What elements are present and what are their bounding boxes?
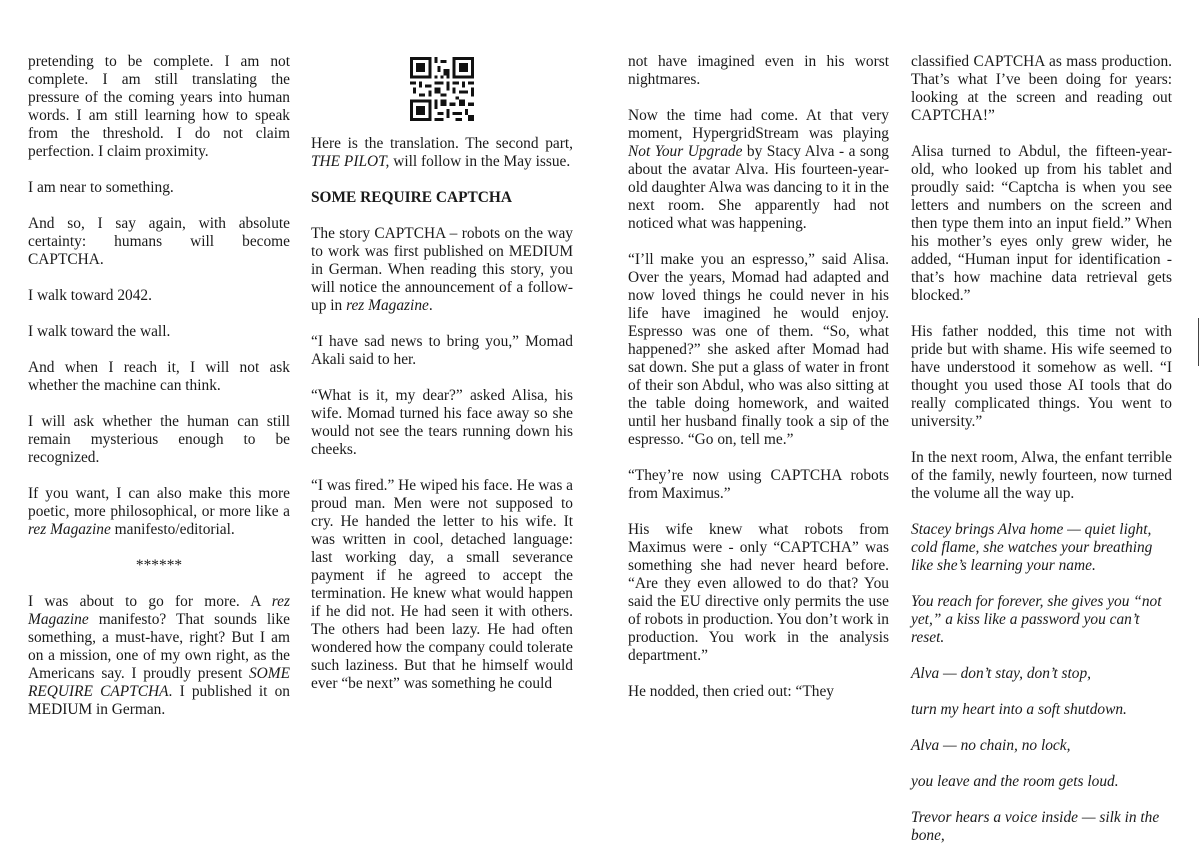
story-heading: SOME REQUIRE CAPTCHA	[311, 189, 512, 206]
column-3	[628, 53, 889, 719]
page-edge-mark	[1198, 318, 1199, 366]
text-run: If you want, I can also make this more poetic, more philosophical, or more like a	[28, 485, 290, 520]
lyric-line: turn my heart into a soft shutdown.	[911, 701, 1127, 718]
paragraph: I walk toward 2042.	[28, 287, 152, 304]
paragraph: He nodded, then cried out: “They	[628, 683, 834, 700]
paragraph	[28, 485, 290, 539]
text-run: Here is the translation. The second part,	[311, 135, 573, 152]
paragraph: I will ask whether the human can still remain mysterious enough to be recognized.	[28, 413, 290, 466]
lyric-line: Trevor hears a voice inside — silk in the bone,	[911, 809, 1160, 844]
text-run: .	[428, 297, 433, 314]
section-separator: ******	[135, 557, 183, 574]
paragraph: His wife knew what robots from Maximus were - only “CAPTCHA” was something she had never heard before. “Are they even allowed to do that? You said the EU directive only permits the use of robots in production. You don’t work in production. You work in the analysis department.”	[628, 521, 889, 664]
lyric-line: you leave and the room gets loud.	[911, 773, 1119, 790]
paragraph: His father nodded, this time not with pride but with shame. His wife seemed to have understood it somehow as well. “I thought you used those AI tools that do really complicated things. You went to university.”	[911, 323, 1172, 430]
lyric-line: Alva — don’t stay, don’t stop,	[911, 665, 1091, 682]
lyric-line: Alva — no chain, no lock,	[911, 737, 1071, 754]
text-run: I was about to go for more. A	[28, 593, 272, 610]
column-2	[311, 53, 573, 711]
paragraph: “They’re now using CAPTCHA robots from Maximus.”	[628, 467, 889, 502]
text-run: will follow in the May issue.	[389, 153, 571, 170]
paragraph	[628, 107, 889, 233]
column-4	[911, 53, 1172, 863]
paragraph: I walk toward the wall.	[28, 323, 171, 340]
lyric-line: Stacey brings Alva home — quiet light, cold flame, she watches your breathing like she’s learning your name.	[911, 521, 1153, 574]
text-run: Now the time had come. At that very moment, HypergridStream was playing	[628, 107, 889, 142]
paragraph: “I was fired.” He wiped his face. He was a proud man. Men were not supposed to cry. He handed the letter to his wife. It was written in cool, detached language: last working day, a small severance payment if he agreed to accept the termination. He knew what would happen if he did not. He had seen it with others. The others had been lazy. He had often wondered how the company could tolerate such laziness. But that he himself would ever “be next” was something he could	[311, 477, 573, 692]
story-title: SOME REQUIRE CAPTCHA	[28, 665, 290, 700]
column-1	[28, 53, 290, 737]
paragraph	[311, 225, 573, 315]
magazine-title: rez Magazine	[346, 297, 429, 314]
song-lyrics	[911, 521, 1172, 845]
qr-code-icon[interactable]	[410, 57, 474, 121]
paragraph	[28, 593, 290, 719]
paragraph: not have imagined even in his worst nightmares.	[628, 53, 889, 88]
text-run: . I published it on MEDIUM in German.	[28, 683, 291, 718]
lyric-line: You reach for forever, she gives you “not yet,” a kiss like a password you can’t reset.	[911, 593, 1162, 646]
paragraph: I am near to something.	[28, 179, 174, 196]
text-run: by Stacy Alva - a song about the avatar Alva. His fourteen-year-old daughter Alwa was dancing to it in the next room. She apparently had not noticed what was happening.	[628, 143, 889, 232]
paragraph: “What is it, my dear?” asked Alisa, his wife. Momad turned his face away so she would not see the tears running down his cheeks.	[311, 387, 573, 458]
paragraph: Alisa turned to Abdul, the fifteen-year-old, who looked up from his tablet and proudly said: “Captcha is when you see letters and numbers on the screen and then type them into an input field.” When his mother’s eyes only grew wider, he added, “Human input for identification - that’s how machine data retrieval gets blocked.”	[911, 143, 1172, 304]
text-run: manifesto? That sounds like something, a must-have, right? But I am on a mission, one of my own right, as the Americans say. I proudly present	[28, 611, 290, 682]
paragraph: And so, I say again, with absolute certainty: humans will become CAPTCHA.	[28, 215, 290, 268]
magazine-title: rez Magazine	[28, 521, 111, 538]
paragraph: pretending to be complete. I am not complete. I am still translating the pressure of the coming years into human words. I am still learning how to speak from the threshold. I do not claim perfection. I claim proximity.	[28, 53, 290, 160]
paragraph: “I’ll make you an espresso,” said Alisa. Over the years, Momad had adapted and now loved things he could never in his life have imagined he would enjoy. Espresso was one of them. “So, what happened?” she asked after Momad had sat down. She put a glass of water in front of their son Abdul, who was also sitting at the table doing homework, and waited until her husband finally took a sip of the espresso. “Go on, tell me.”	[628, 251, 889, 448]
song-title: Not Your Upgrade	[628, 143, 743, 160]
paragraph: In the next room, Alwa, the enfant terrible of the family, newly fourteen, now turned the volume all the way up.	[911, 449, 1172, 502]
magazine-title: rez Magazine	[28, 593, 290, 628]
paragraph: And when I reach it, I will not ask whether the machine can think.	[28, 359, 290, 394]
paragraph	[311, 135, 573, 171]
paragraph: “I have sad news to bring you,” Momad Akali said to her.	[311, 333, 573, 368]
text-run: The story CAPTCHA – robots on the way to work was first published on MEDIUM in German. When reading this story, you will notice the announcement of a follow-up in	[311, 225, 573, 314]
text-run: manifesto/editorial.	[110, 521, 235, 538]
part-title: THE PILOT,	[311, 153, 390, 170]
paragraph: classified CAPTCHA as mass production. That’s what I’ve been doing for years: looking at the screen and reading out CAPTCHA!”	[911, 53, 1172, 124]
